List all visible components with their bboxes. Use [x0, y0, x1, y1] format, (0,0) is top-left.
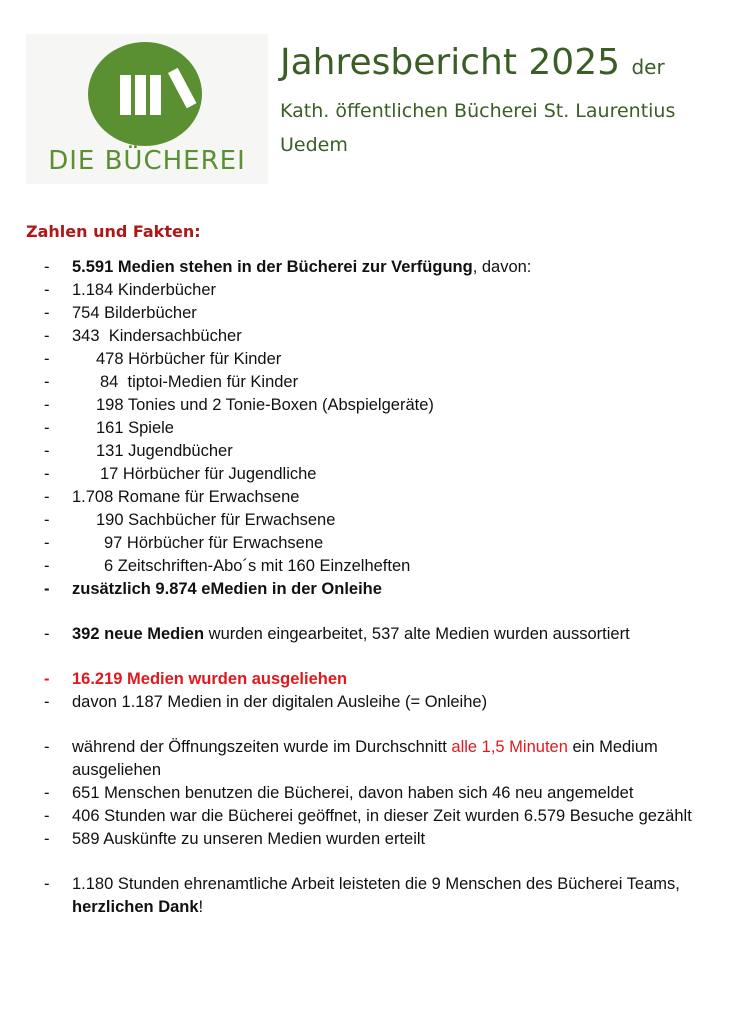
list-item: - 6 Zeitschriften-Abo´s mit 160 Einzelheften	[44, 557, 411, 575]
list-item: - 97 Hörbücher für Erwachsene	[44, 534, 324, 552]
list-item: - 5.591 Medien stehen in der Bücherei zur Verfügung, davon:	[44, 258, 532, 276]
facts-list	[44, 256, 724, 919]
list-item: - 190 Sachbücher für Erwachsene	[44, 511, 336, 529]
list-item: - während der Öffnungszeiten wurde im Durchschnitt alle 1,5 Minuten ein Medium ausgeliehen	[44, 738, 658, 779]
list-item: - 161 Spiele	[44, 419, 174, 437]
library-location: Uedem	[280, 134, 348, 156]
list-item: - 754 Bilderbücher	[44, 304, 197, 322]
list-item: - 84 tiptoi-Medien für Kinder	[44, 373, 299, 391]
section-heading: Zahlen und Fakten:	[26, 222, 201, 241]
library-name: Kath. öffentlichen Bücherei St. Laurentius	[280, 100, 676, 122]
list-item: - 17 Hörbücher für Jugendliche	[44, 465, 317, 483]
list-item: - 1.180 Stunden ehrenamtliche Arbeit leisteten die 9 Menschen des Bücherei Teams, herzlichen Dank!	[44, 875, 680, 916]
list-item: - davon 1.187 Medien in der digitalen Ausleihe (= Onleihe)	[44, 693, 488, 711]
list-item: - zusätzlich 9.874 eMedien in der Onleihe	[44, 580, 382, 598]
list-item: - 131 Jugendbücher	[44, 442, 233, 460]
list-item: - 198 Tonies und 2 Tonie-Boxen (Abspielgeräte)	[44, 396, 434, 414]
title-suffix: der	[631, 55, 665, 79]
list-item: - 651 Menschen benutzen die Bücherei, davon haben sich 46 neu angemeldet	[44, 784, 634, 802]
list-item: - 406 Stunden war die Bücherei geöffnet, in dieser Zeit wurden 6.579 Besuche gezählt	[44, 807, 692, 825]
list-item: - 1.708 Romane für Erwachsene	[44, 488, 300, 506]
list-item: - 392 neue Medien wurden eingearbeitet, 537 alte Medien wurden aussortiert	[44, 625, 630, 643]
title-main: Jahresbericht 2025	[280, 42, 620, 83]
list-item: - 589 Auskünfte zu unseren Medien wurden erteilt	[44, 830, 426, 848]
list-item: - 478 Hörbücher für Kinder	[44, 350, 282, 368]
list-item: - 343 Kindersachbücher	[44, 327, 242, 345]
list-item: - 16.219 Medien wurden ausgeliehen	[44, 670, 348, 688]
books-icon	[88, 42, 202, 146]
library-logo	[26, 34, 268, 184]
logo-text: DIE BÜCHEREI	[48, 146, 246, 176]
report-title	[280, 42, 665, 83]
list-item: - 1.184 Kinderbücher	[44, 281, 217, 299]
